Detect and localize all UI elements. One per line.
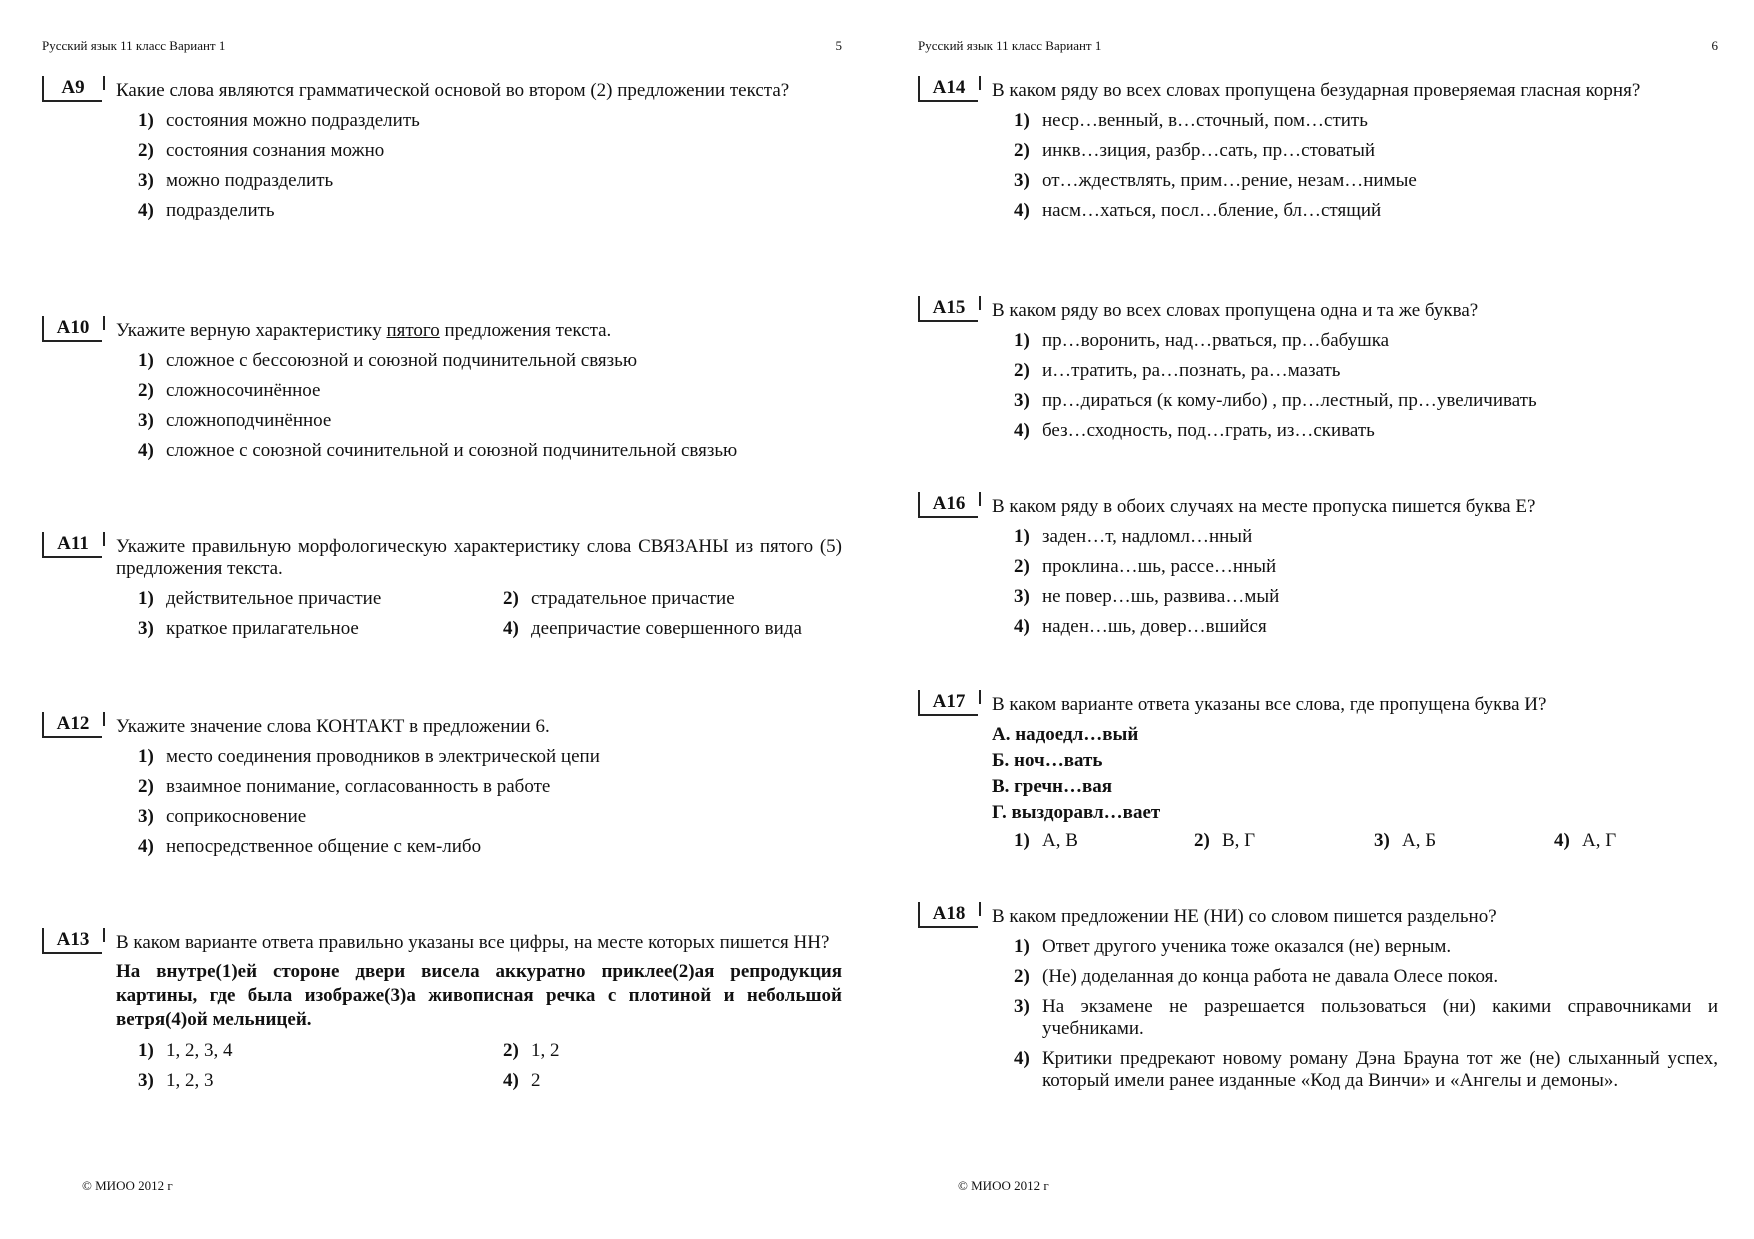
question-a14 bbox=[918, 77, 1718, 230]
header-title: Русский язык 11 класс Вариант 1 bbox=[918, 38, 1102, 53]
answer-option: 4) Критики предрекают новому роману Дэна Брауна тот же (не) слыханный успех, который имели ранее изданные «Код да Винчи» и «Ангелы и демоны». bbox=[1014, 1048, 1718, 1091]
page-footer: © МИОО 2012 г bbox=[82, 1178, 173, 1193]
answer-option: 2) проклина…шь, рассе…нный bbox=[1014, 556, 1277, 577]
word-item: Б. ноч…вать bbox=[992, 750, 1103, 771]
question-text: Какие слова являются грамматической основой во втором (2) предложении текста? bbox=[116, 80, 790, 101]
question-label: A9 bbox=[42, 76, 102, 102]
question-label: A17 bbox=[918, 690, 978, 716]
answer-option: 1) Ответ другого ученика тоже оказался (не) верным. bbox=[1014, 936, 1452, 957]
question-text: В каком ряду в обоих случаях на месте пропуска пишется буква Е? bbox=[992, 496, 1536, 517]
answer-option: 3) На экзамене не разрешается пользоваться (ни) какими справочниками и учебниками. bbox=[1014, 996, 1718, 1039]
answer-option: 2) 1, 2 bbox=[503, 1040, 560, 1061]
question-label: A11 bbox=[42, 532, 102, 558]
answer-option: 3) можно подразделить bbox=[138, 170, 334, 191]
question-text: Укажите верную характеристику пятого предложения текста. bbox=[116, 320, 612, 341]
answer-option: 2) страдательное причастие bbox=[503, 588, 735, 609]
page-5 bbox=[42, 0, 882, 1239]
word-item: В. гречн…вая bbox=[992, 776, 1113, 797]
answer-option: 2) состояния сознания можно bbox=[138, 140, 385, 161]
answer-option: 4) подразделить bbox=[138, 200, 275, 221]
answer-option: 1) действительное причастие bbox=[138, 588, 382, 609]
answer-option: 2) инкв…зиция, разбр…сать, пр…стоватый bbox=[1014, 140, 1376, 161]
answer-option: 2) (Не) доделанная до конца работа не давала Олесе покоя. bbox=[1014, 966, 1499, 987]
page-6 bbox=[918, 0, 1754, 1239]
answer-option: 1) пр…воронить, над…рваться, пр…бабушка bbox=[1014, 330, 1390, 351]
answer-option: 3) А, Б bbox=[1374, 830, 1437, 851]
answer-option: 4) деепричастие совершенного вида bbox=[503, 618, 802, 639]
question-a9 bbox=[42, 77, 842, 230]
question-text: В каком ряду во всех словах пропущена безударная проверяемая гласная корня? bbox=[992, 80, 1641, 101]
question-a12 bbox=[42, 713, 842, 866]
question-a13 bbox=[42, 929, 842, 1100]
answer-option: 1) 1, 2, 3, 4 bbox=[138, 1040, 233, 1061]
question-label: A13 bbox=[42, 928, 102, 954]
answer-option: 2) В, Г bbox=[1194, 830, 1256, 851]
question-label: A12 bbox=[42, 712, 102, 738]
answer-option: 1) место соединения проводников в электрической цепи bbox=[138, 746, 600, 767]
question-a11 bbox=[42, 533, 842, 648]
question-label: A14 bbox=[918, 76, 978, 102]
answer-option: 3) 1, 2, 3 bbox=[138, 1070, 214, 1091]
answer-option: 1) заден…т, надломл…нный bbox=[1014, 526, 1253, 547]
answer-option: 4) непосредственное общение с кем-либо bbox=[138, 836, 482, 857]
answer-option: 1) А, В bbox=[1014, 830, 1078, 851]
page-header bbox=[918, 38, 1718, 58]
answer-option: 1) неср…венный, в…сточный, пом…стить bbox=[1014, 110, 1368, 131]
word-list bbox=[992, 722, 1718, 826]
question-label: A10 bbox=[42, 316, 102, 342]
question-a18 bbox=[918, 903, 1718, 1100]
page-number: 5 bbox=[835, 38, 842, 53]
question-label: A18 bbox=[918, 902, 978, 928]
page-header bbox=[42, 38, 842, 58]
underlined-word: пятого bbox=[386, 320, 440, 341]
question-label: A16 bbox=[918, 492, 978, 518]
answer-option: 3) сложноподчинённое bbox=[138, 410, 332, 431]
question-text: Укажите правильную морфологическую характеристику слова СВЯЗАНЫ из пятого (5) предложения текста. bbox=[116, 536, 842, 579]
page-footer: © МИОО 2012 г bbox=[958, 1178, 1049, 1193]
answer-option: 3) пр…дираться (к кому-либо) , пр…лестный, пр…увеличивать bbox=[1014, 390, 1537, 411]
answer-option: 1) состояния можно подразделить bbox=[138, 110, 420, 131]
answer-option: 4) наден…шь, довер…вшийся bbox=[1014, 616, 1267, 637]
word-item: А. надоедл…вый bbox=[992, 724, 1139, 745]
question-label: A15 bbox=[918, 296, 978, 322]
answer-option: 2) и…тратить, ра…познать, ра…мазать bbox=[1014, 360, 1341, 381]
question-text: В каком предложении НЕ (НИ) со словом пишется раздельно? bbox=[992, 906, 1497, 927]
answer-option: 4) А, Г bbox=[1554, 830, 1617, 851]
question-a15 bbox=[918, 297, 1718, 450]
answer-option: 4) сложное с союзной сочинительной и союзной подчинительной связью bbox=[138, 440, 738, 461]
question-a10 bbox=[42, 317, 842, 470]
answer-option: 3) краткое прилагательное bbox=[138, 618, 359, 639]
answer-option: 4) 2 bbox=[503, 1070, 541, 1091]
question-a16 bbox=[918, 493, 1718, 646]
question-text: В каком варианте ответа указаны все слова, где пропущена буква И? bbox=[992, 694, 1547, 715]
question-text: В каком ряду во всех словах пропущена одна и та же буква? bbox=[992, 300, 1479, 321]
question-a17 bbox=[918, 691, 1718, 860]
answer-option: 3) не повер…шь, развива…мый bbox=[1014, 586, 1280, 607]
word-item: Г. выздоравл…вает bbox=[992, 802, 1161, 823]
answer-option: 4) насм…хаться, посл…бление, бл…стящий bbox=[1014, 200, 1382, 221]
question-text: В каком варианте ответа правильно указаны все цифры, на месте которых пишется НН? bbox=[116, 932, 830, 953]
answer-option: 3) от…ждествлять, прим…рение, незам…нимые bbox=[1014, 170, 1417, 191]
answer-option: 2) взаимное понимание, согласованность в работе bbox=[138, 776, 551, 797]
page-number: 6 bbox=[1711, 38, 1718, 53]
answer-option: 4) без…сходность, под…грать, из…скивать bbox=[1014, 420, 1375, 441]
answer-option: 1) сложное с бессоюзной и союзной подчинительной связью bbox=[138, 350, 638, 371]
header-title: Русский язык 11 класс Вариант 1 bbox=[42, 38, 226, 53]
answer-option: 2) сложносочинённое bbox=[138, 380, 321, 401]
answer-option: 3) соприкосновение bbox=[138, 806, 307, 827]
question-passage: На внутре(1)ей стороне двери висела аккуратно приклее(2)ая репродукция картины, где была изображе(3)а живописная речка с плотиной и небольшой ветря(4)ой мельницей. bbox=[116, 961, 842, 1030]
question-text: Укажите значение слова КОНТАКТ в предложении 6. bbox=[116, 716, 550, 737]
